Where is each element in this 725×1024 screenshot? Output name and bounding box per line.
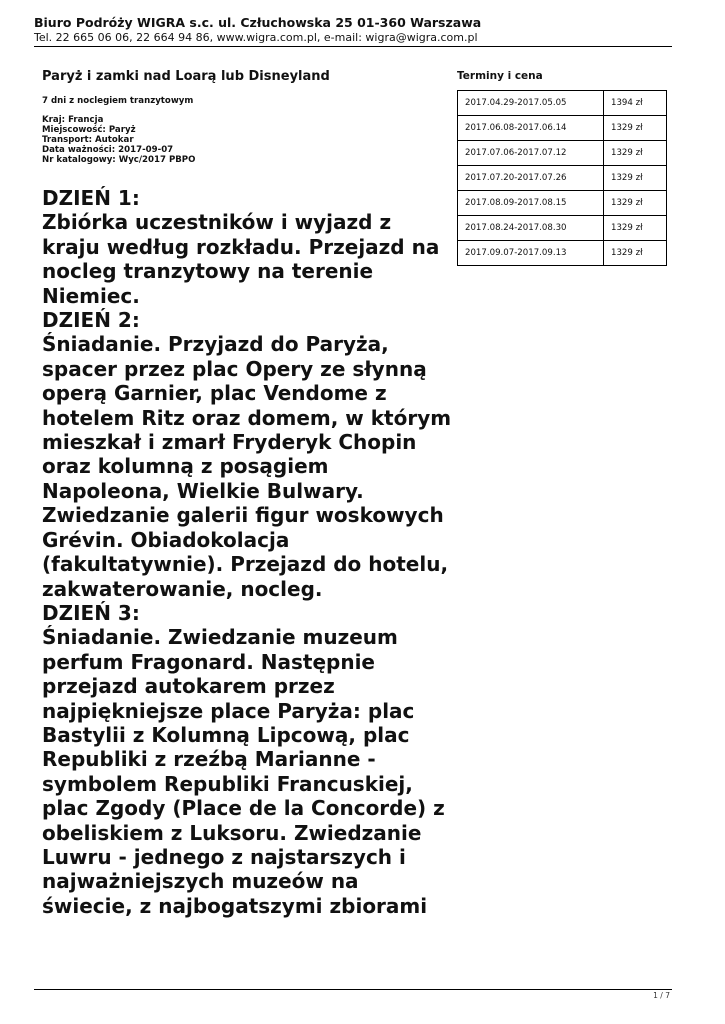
offer-title: Paryż i zamki nad Loarą lub Disneyland xyxy=(42,69,330,84)
terms-panel xyxy=(457,69,670,266)
term-price: 1329 zł xyxy=(604,116,667,141)
meta-valid-until: Data ważności: 2017-09-07 xyxy=(42,145,174,155)
program-line: nocleg tranzytowy na terenie xyxy=(42,259,374,284)
program-line: (fakultatywnie). Przejazd do hotelu, xyxy=(42,552,449,577)
program-text xyxy=(42,186,452,918)
program-line: Republiki z rzeźbą Marianne - xyxy=(42,747,376,772)
meta-transport: Transport: Autokar xyxy=(42,135,134,145)
program-line: Niemiec. xyxy=(42,283,140,308)
program-line: przejazd autokarem przez xyxy=(42,674,335,699)
terms-row xyxy=(458,191,667,216)
program-line: plac Zgody (Place de la Concorde) z xyxy=(42,796,445,821)
program-line: operą Garnier, plac Vendome z xyxy=(42,381,387,406)
company-contact: Tel. 22 665 06 06, 22 664 94 86, www.wigra.com.pl, e-mail: wigra@wigra.com.pl xyxy=(34,31,478,44)
terms-title: Terminy i cena xyxy=(457,70,543,82)
program-line: najważniejszych muzeów na xyxy=(42,869,359,894)
program-line: oraz kolumną z posągiem xyxy=(42,454,329,479)
program-line: Bastylii z Kolumną Lipcową, plac xyxy=(42,722,410,747)
program-line: hotelem Ritz oraz domem, w którym xyxy=(42,405,452,430)
header-divider xyxy=(34,46,672,47)
terms-row xyxy=(458,166,667,191)
program-line: DZIEŃ 3: xyxy=(42,600,140,625)
program-line: obeliskiem z Luksoru. Zwiedzanie xyxy=(42,820,422,845)
term-price: 1329 zł xyxy=(604,166,667,191)
terms-row xyxy=(458,91,667,116)
page-number: 1 / 7 xyxy=(653,991,670,1000)
offer-subtitle: 7 dni z noclegiem tranzytowym xyxy=(42,96,194,106)
program-line: Śniadanie. Przyjazd do Paryża, xyxy=(42,332,389,357)
program-line: perfum Fragonard. Następnie xyxy=(42,649,375,674)
program-line: mieszkał i zmarł Fryderyk Chopin xyxy=(42,430,417,455)
offer-meta xyxy=(42,115,447,165)
program-line: najpiękniejsze place Paryża: plac xyxy=(42,698,415,723)
terms-row xyxy=(458,116,667,141)
meta-city: Miejscowość: Paryż xyxy=(42,125,136,135)
meta-country: Kraj: Francja xyxy=(42,115,104,125)
program-line: Napoleona, Wielkie Bulwary. xyxy=(42,478,364,503)
term-price: 1329 zł xyxy=(604,141,667,166)
program-line: świecie, z najbogatszymi zbiorami xyxy=(42,893,428,918)
term-dates: 2017.07.20-2017.07.26 xyxy=(458,166,604,191)
term-dates: 2017.09.07-2017.09.13 xyxy=(458,241,604,266)
company-name: Biuro Podróży WIGRA s.c. ul. Człuchowska 25 01-360 Warszawa xyxy=(34,15,482,30)
program-line: DZIEŃ 1: xyxy=(42,186,140,210)
program-line: Grévin. Obiadokolacja xyxy=(42,527,290,552)
program-line: DZIEŃ 2: xyxy=(42,308,140,333)
program-line: Zwiedzanie galerii figur woskowych xyxy=(42,503,444,528)
term-dates: 2017.08.24-2017.08.30 xyxy=(458,216,604,241)
program-line: Śniadanie. Zwiedzanie muzeum xyxy=(42,625,398,650)
program-line: symbolem Republiki Francuskiej, xyxy=(42,771,413,796)
program-line: zakwaterowanie, nocleg. xyxy=(42,576,323,601)
page-header xyxy=(34,15,674,45)
terms-row xyxy=(458,216,667,241)
term-price: 1329 zł xyxy=(604,191,667,216)
term-price: 1329 zł xyxy=(604,216,667,241)
terms-row xyxy=(458,241,667,266)
term-dates: 2017.08.09-2017.08.15 xyxy=(458,191,604,216)
term-dates: 2017.06.08-2017.06.14 xyxy=(458,116,604,141)
term-dates: 2017.07.06-2017.07.12 xyxy=(458,141,604,166)
program-line: spacer przez plac Opery ze słynną xyxy=(42,356,427,381)
program-line: Luwru - jednego z najstarszych i xyxy=(42,844,406,869)
offer-content xyxy=(42,68,452,918)
meta-catalog-number: Nr katalogowy: Wyc/2017 PBPO xyxy=(42,155,196,165)
terms-table xyxy=(457,90,667,266)
term-dates: 2017.04.29-2017.05.05 xyxy=(458,91,604,116)
term-price: 1329 zł xyxy=(604,241,667,266)
term-price: 1394 zł xyxy=(604,91,667,116)
program-line: Zbiórka uczestników i wyjazd z xyxy=(42,210,392,235)
footer-divider xyxy=(34,989,672,990)
program-line: kraju według rozkładu. Przejazd na xyxy=(42,234,440,259)
terms-row xyxy=(458,141,667,166)
